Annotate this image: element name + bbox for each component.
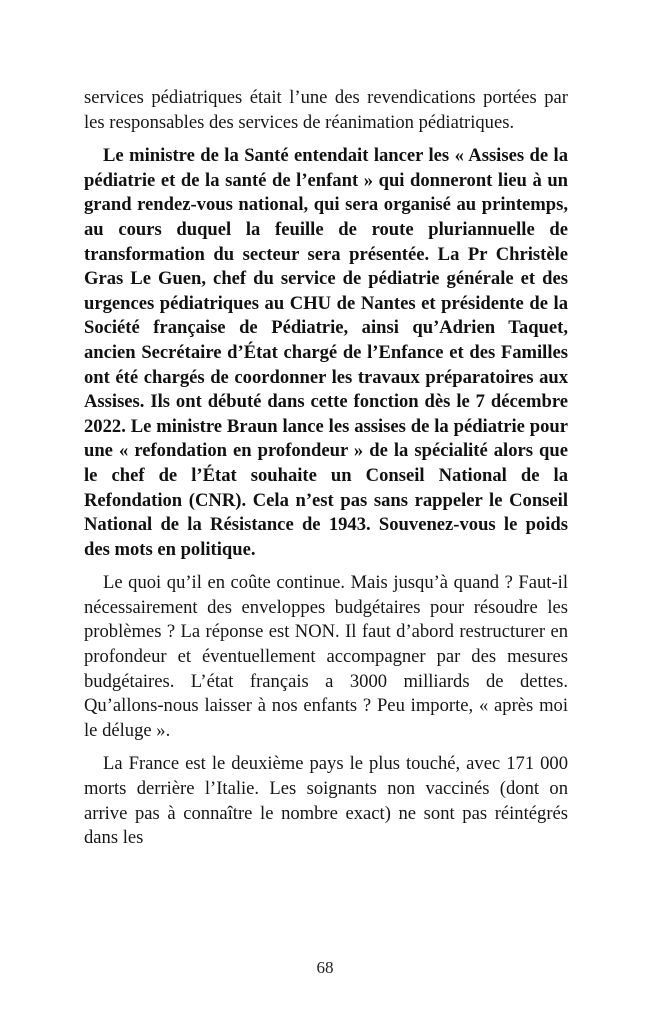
paragraph-france-deuxieme-pays: La France est le deuxième pays le plus touché, avec 171 000 morts derrière l’Italie. Les soignants non vaccinés (dont on arrive pas à connaître le nombre exact) ne sont pas réintégrés dans les: [84, 753, 568, 849]
page-number: 68: [316, 958, 334, 977]
paragraph-continuation: services pédiatriques était l’une des revendications portées par les responsables des services de réanimation pédiatriques.: [84, 87, 568, 133]
body-text: [84, 86, 568, 860]
paragraph-quoi-quil-en-coute: Le quoi qu’il en coûte continue. Mais jusqu’à quand ? Faut-il nécessairement des enveloppes budgétaires pour résoudre les problèmes ? La réponse est NON. Il faut d’abord restructurer en profondeur et éventuellement accompagner par des mesures budgétaires. L’état français a 3000 milliards de dettes. Qu’allons-nous laisser à nos enfants ? Peu importe, « après moi le déluge ».: [84, 572, 568, 741]
paragraph-bold-assises: Le ministre de la Santé entendait lancer les « Assises de la pédiatrie et de la santé de l’enfant » qui donneront lieu à un grand rendez-vous national, qui sera organisé au printemps, au cours duquel la feuille de route pluriannuelle de transformation du secteur sera présentée. La Pr Christèle Gras Le Guen, chef du service de pédiatrie générale et des urgences pédiatriques au CHU de Nantes et présidente de la Société française de Pédiatrie, ainsi qu’Adrien Taquet, ancien Secrétaire d’État chargé de l’Enfance et des Familles ont été chargés de coordonner les travaux préparatoires aux Assises. Ils ont débuté dans cette fonction dès le 7 décembre 2022. Le ministre Braun lance les assises de la pédiatrie pour une « refondation en profondeur » de la spécialité alors que le chef de l’État souhaite un Conseil National de la Refondation (CNR). Cela n’est pas sans rappeler le Conseil National de la Résistance de 1943. Souvenez-vous le poids des mots en politique.: [84, 145, 568, 560]
